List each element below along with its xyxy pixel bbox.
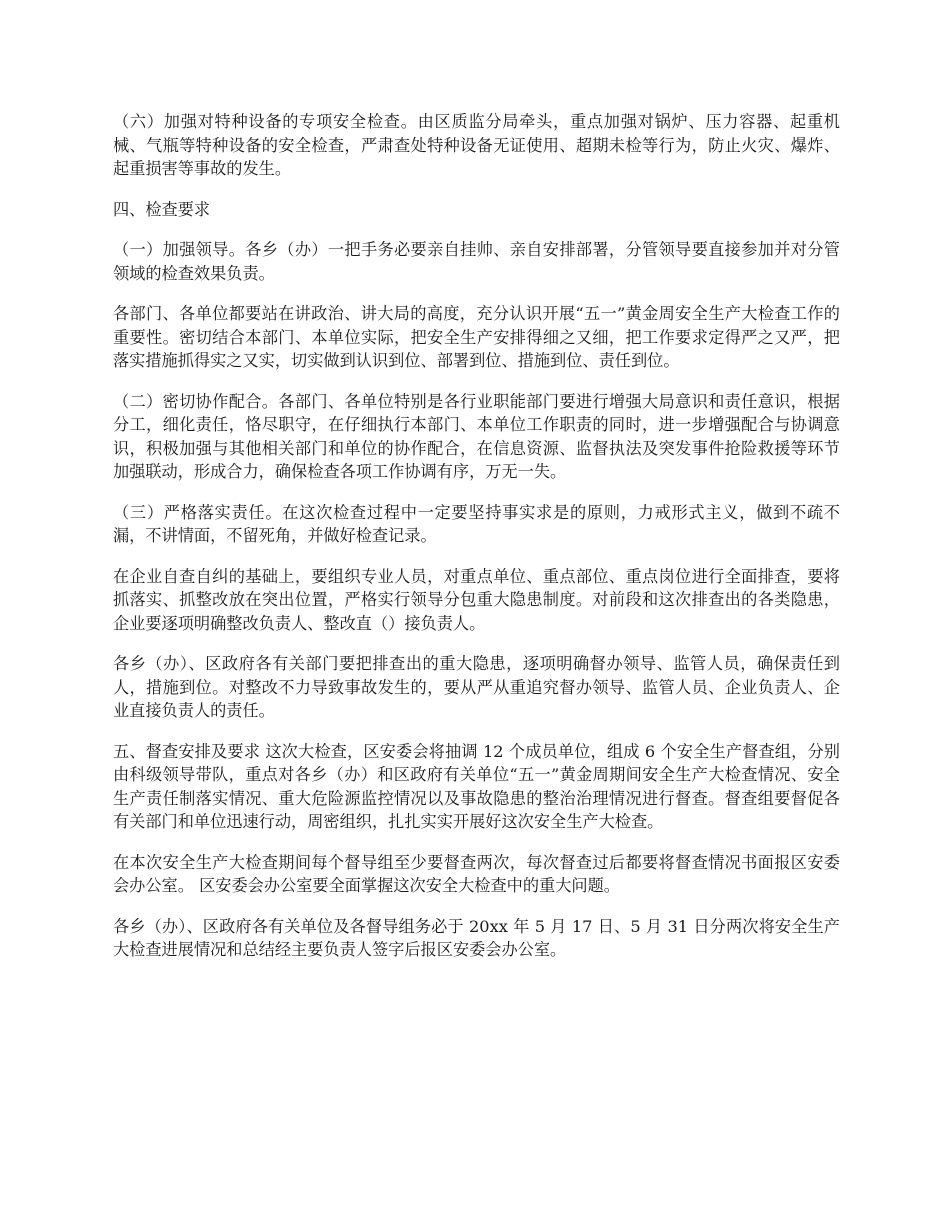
paragraph-cooperation: （二）密切协作配合。各部门、各单位特别是各行业职能部门要进行增强大局意识和责任意识，根据分工，细化责任，恪尽职守，在仔细执行本部门、本单位工作职责的同时，进一步增强配合与协调意识，积极加强与其他相关部门和单位的协作配合，在信息资源、监督执法及突发事件抢险救援等环节加强联动，形成合力，确保检查各项工作协调有序，万无一失。 xyxy=(113,391,840,481)
paragraph-enterprise-self-inspection: 在企业自查自纠的基础上，要组织专业人员，对重点单位、重点部位、重点岗位进行全面排查，要将抓落实、抓整改放在突出位置，严格实行领导分包重大隐患制度。对前段和这次排查出的各类隐患，企业要逐项明确整改负责人、整改直（）接负责人。 xyxy=(113,566,840,633)
paragraph-supervision-arrangement: 五、督查安排及要求 这次大检查，区安委会将抽调 12 个成员单位，组成 6 个安全生产督查组，分别由科级领导带队，重点对各乡（办）和区政府有关单位“五一”黄金周期间安全生产大检查情况、安全生产责任制落实情况、重大危险源监控情况以及事故隐患的整治治理情况进行督查。督查组要督促各有关部门和单位迅速行动，周密组织，扎扎实实开展好这次安全生产大检查。 xyxy=(113,741,840,831)
paragraph-strengthen-leadership: （一）加强领导。各乡（办）一把手务必要亲自挂帅、亲自安排部署，分管领导要直接参加并对分管领域的检查效果负责。 xyxy=(113,240,840,283)
paragraph-major-hazards: 各乡（办）、区政府各有关部门要把排查出的重大隐患，逐项明确督办领导、监管人员，确保责任到人，措施到位。对整改不力导致事故发生的，要从严从重追究督办领导、监管人员、企业负责人、企业直接负责人的责任。 xyxy=(113,654,840,720)
paragraph-report-deadline: 各乡（办）、区政府各有关单位及各督导组务必于 20xx 年 5 月 17 日、5 月 31 日分两次将安全生产大检查进展情况和总结经主要负责人签字后报区安委会办公室。 xyxy=(113,916,840,959)
paragraph-special-equipment-inspection: （六）加强对特种设备的专项安全检查。由区质监分局牵头，重点加强对锅炉、压力容器、起重机械、气瓶等特种设备的安全检查，严肃查处特种设备无证使用、超期未检等行为，防止火灾、爆炸、起重损害等事故的发生。 xyxy=(113,112,840,178)
paragraph-implement-responsibility: （三）严格落实责任。在这次检查过程中一定要坚持事实求是的原则，力戒形式主义，做到不疏不漏，不讲情面，不留死角，并做好检查记录。 xyxy=(113,502,840,545)
paragraph-departments-responsibility: 各部门、各单位都要站在讲政治、讲大局的高度，充分认识开展“五一”黄金周安全生产大检查工作的重要性。密切结合本部门、本单位实际，把安全生产安排得细之又细，把工作要求定得严之又严，把落实措施抓得实之又实，切实做到认识到位、部署到位、措施到位、责任到位。 xyxy=(113,304,840,370)
paragraph-supervision-frequency: 在本次安全生产大检查期间每个督导组至少要督查两次，每次督查过后都要将督查情况书面报区安委会办公室。 区安委会办公室要全面掌握这次安全大检查中的重大问题。 xyxy=(113,852,840,895)
section-heading-inspection-requirements: 四、检查要求 xyxy=(113,199,211,219)
document-body xyxy=(113,110,840,979)
